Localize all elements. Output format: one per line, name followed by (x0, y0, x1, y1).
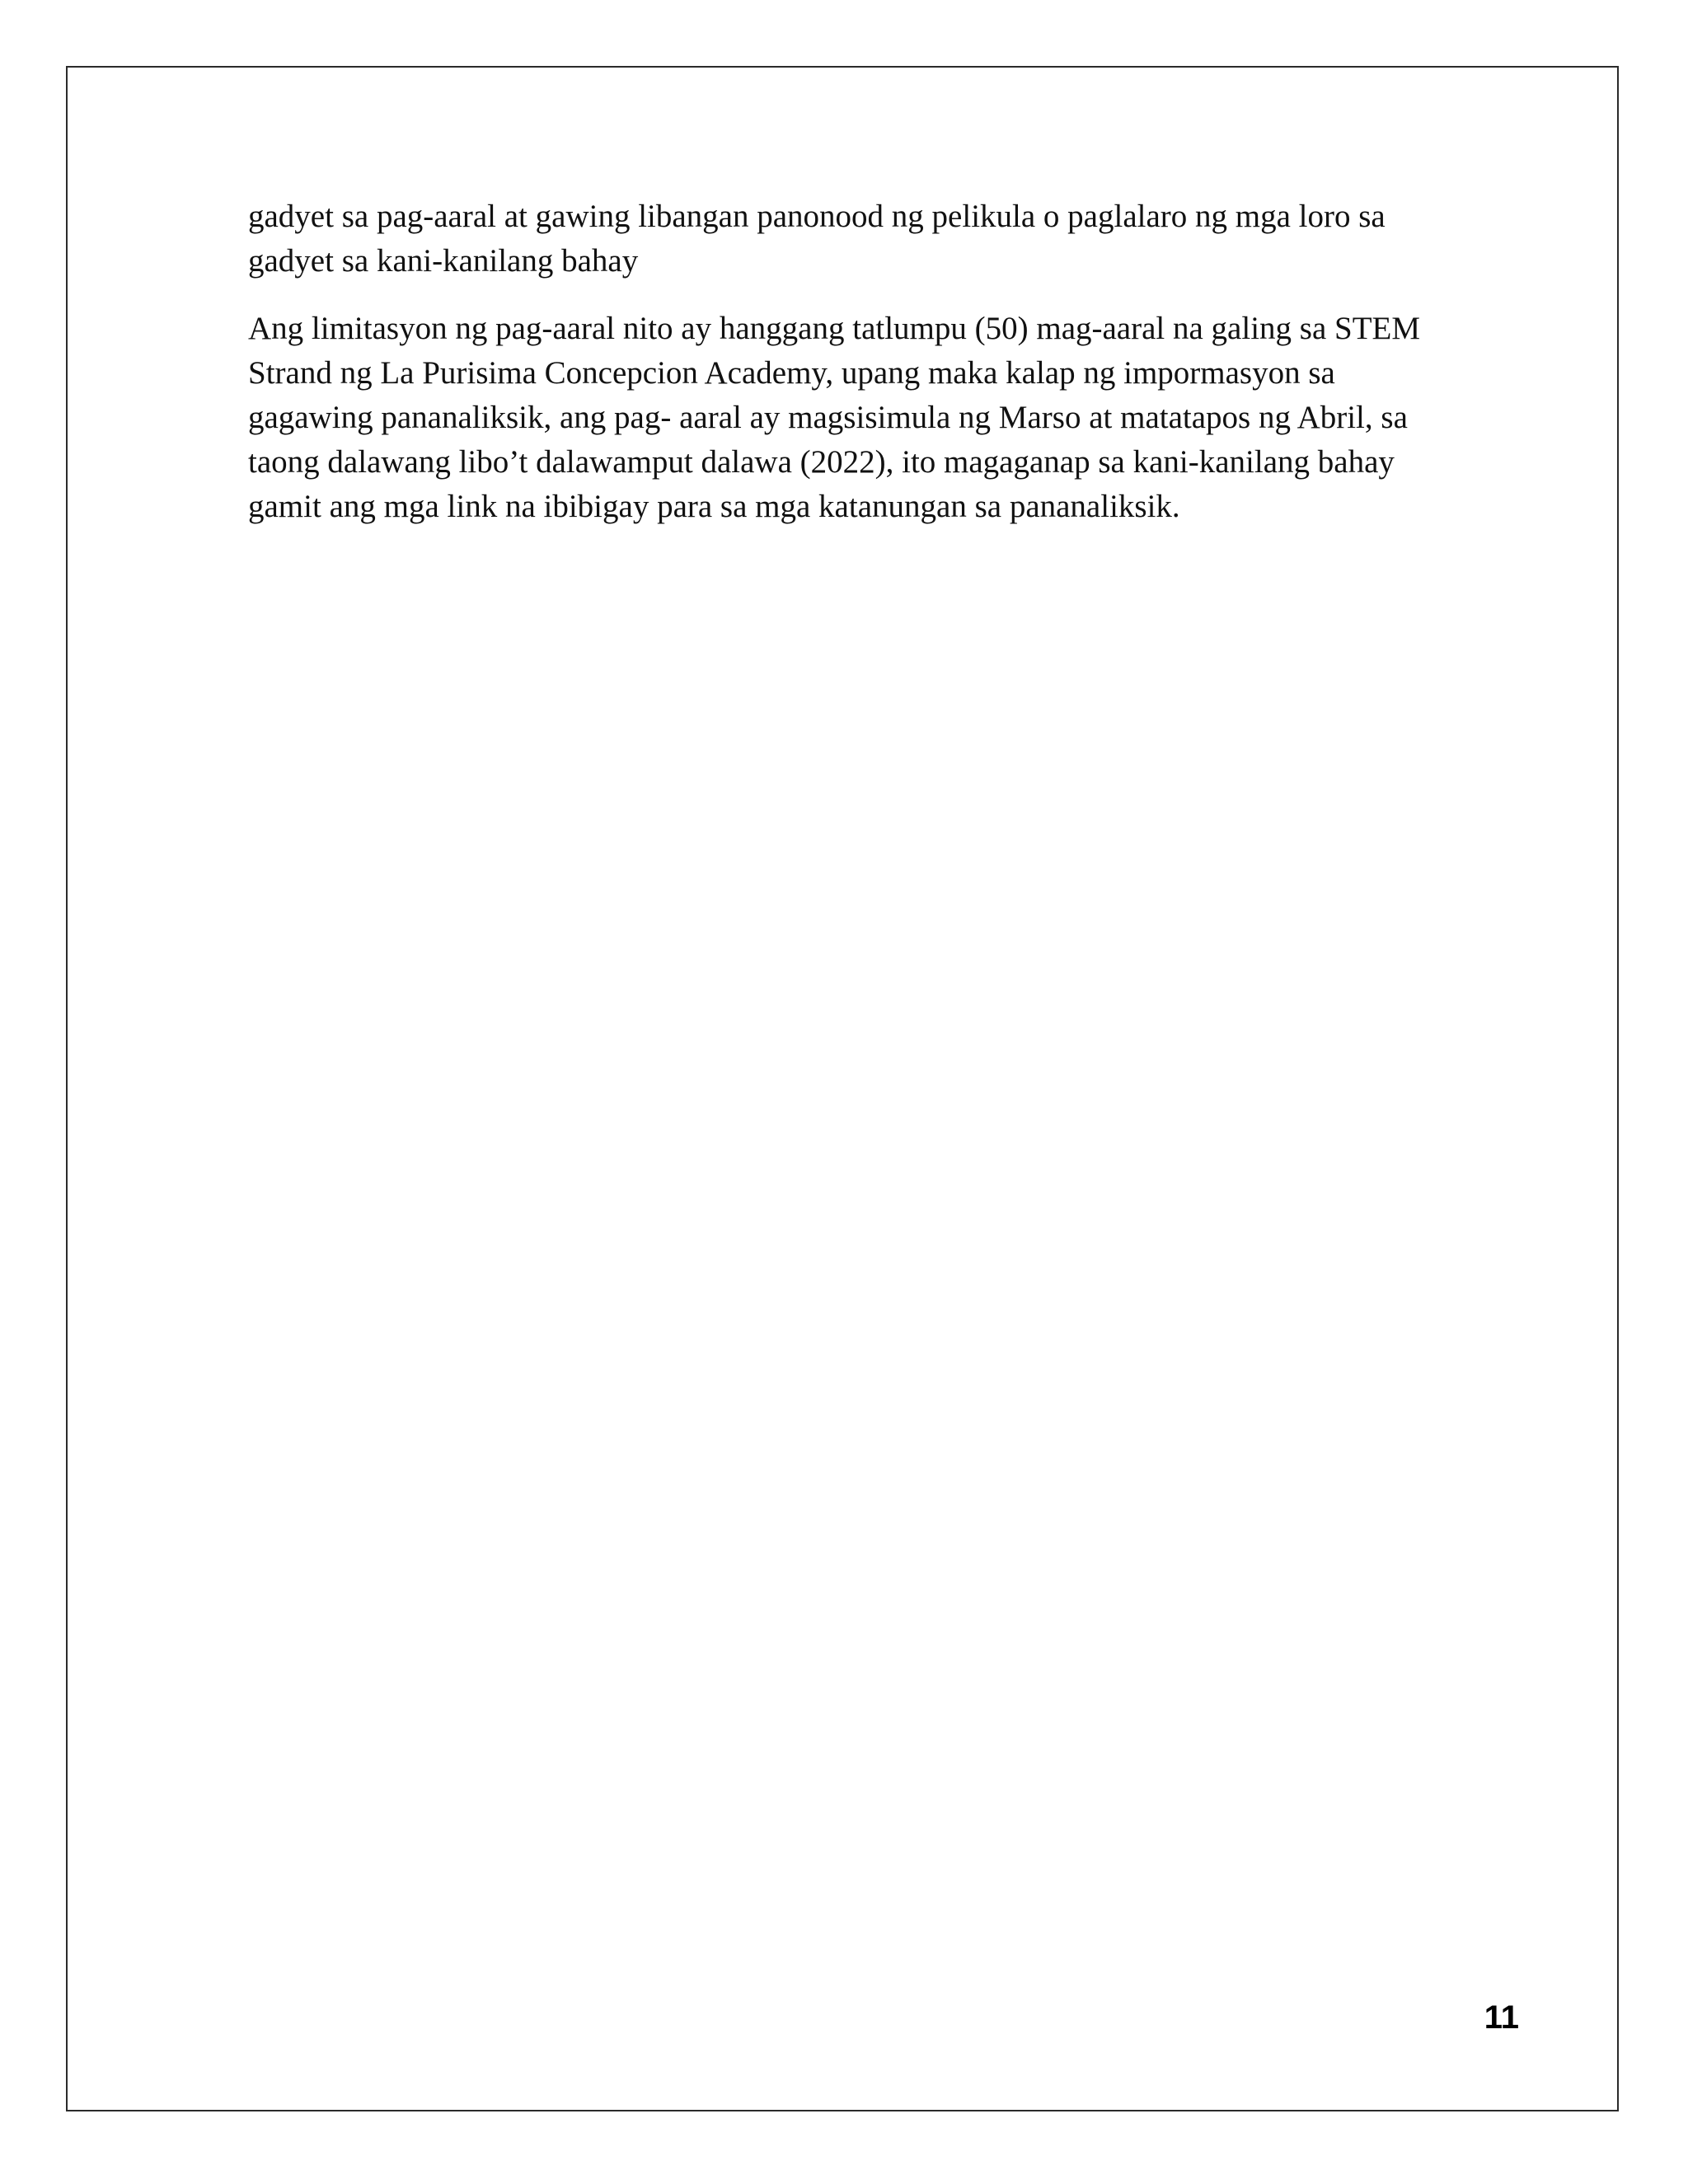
paragraph-line: gamit ang mga link na ibibigay para sa mga katanungan sa pananaliksik. (248, 489, 1180, 524)
paragraph-line: Strand ng La Purisima Concepcion Academy, upang maka kalap ng impormasyon sa (248, 355, 1335, 391)
paragraph-2 (248, 307, 1468, 529)
paragraph-line: Ang limitasyon ng pag-aaral nito ay hanggang tatlumpu (50) mag-aaral na galing sa STEM (248, 311, 1421, 346)
paragraph-line: gadyet sa pag-aaral at gawing libangan panonood ng pelikula o paglalaro ng mga loro sa (248, 199, 1386, 234)
paragraph-line: gadyet sa kani-kanilang bahay (248, 243, 639, 279)
paragraph-line: gagawing pananaliksik, ang pag- aaral ay magsisimula ng Marso at matatapos ng Abril, sa (248, 400, 1408, 435)
paragraph-1 (248, 194, 1468, 284)
document-body (248, 194, 1468, 552)
paragraph-line: taong dalawang libo’t dalawamput dalawa (2022), ito magaganap sa kani-kanilang bahay (248, 444, 1395, 480)
page-number: 11 (1484, 1999, 1519, 2036)
